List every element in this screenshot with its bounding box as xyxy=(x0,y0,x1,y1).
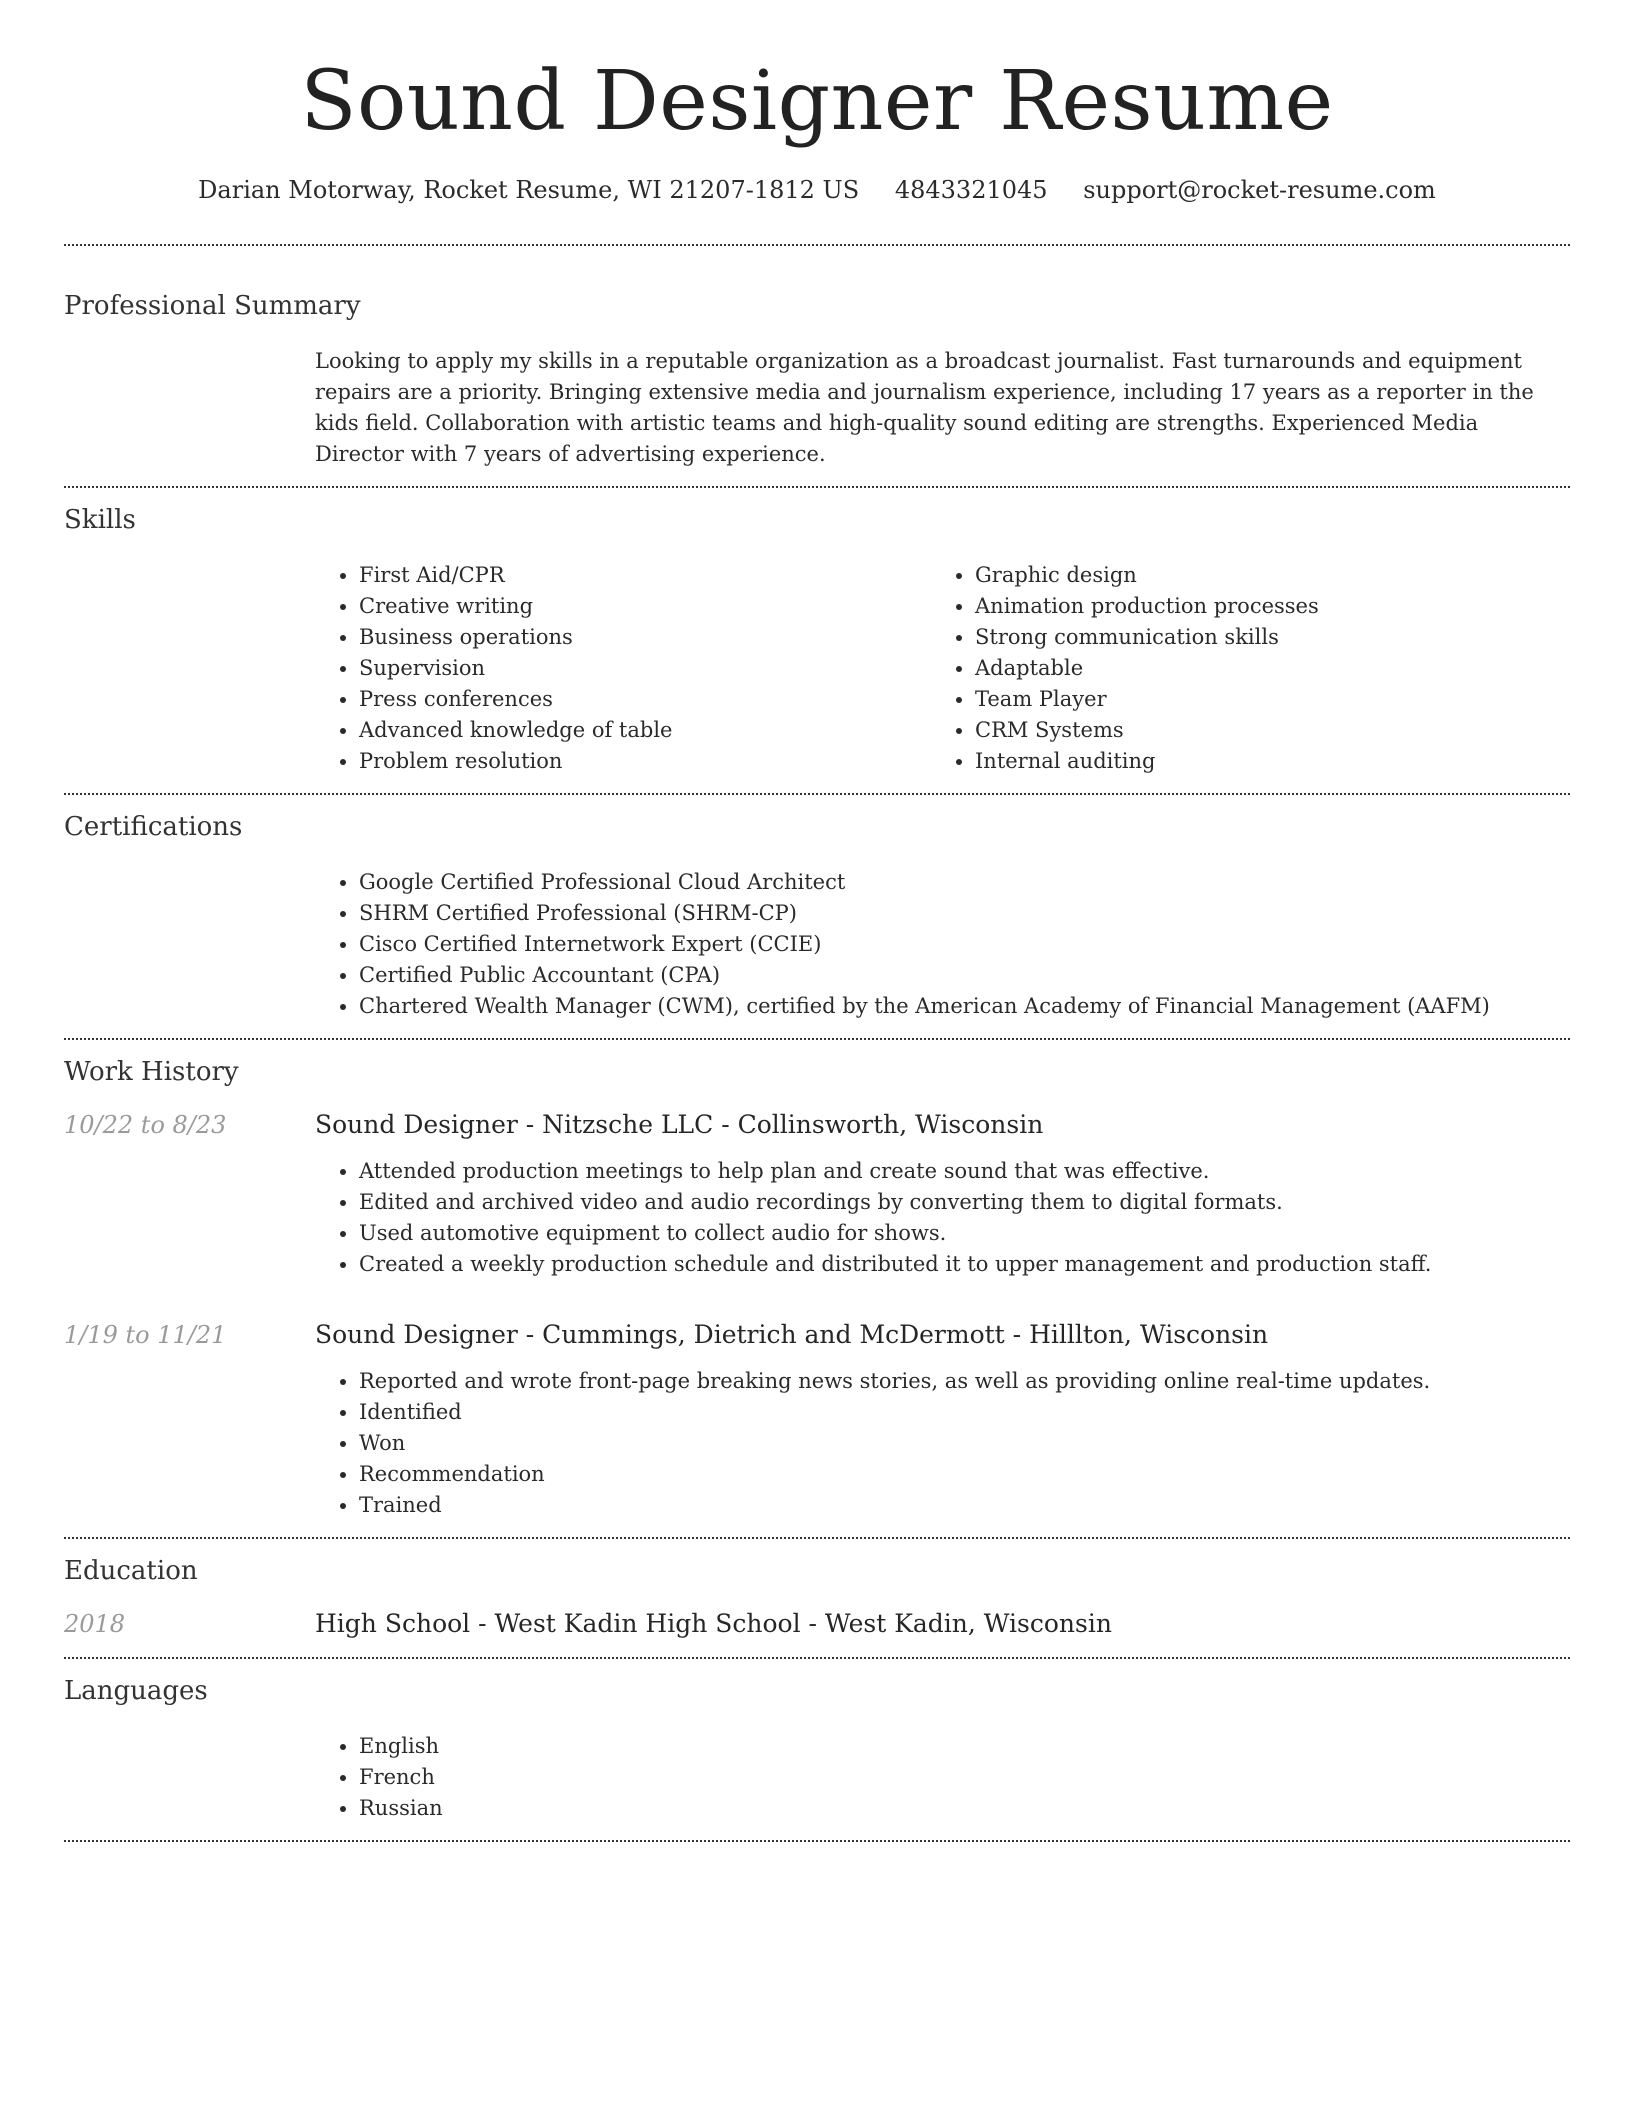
skill-item: • Supervision xyxy=(359,653,931,684)
job-bullet: • Attended production meetings to help plan and create sound that was effective. xyxy=(359,1156,1570,1187)
job-entry xyxy=(64,1108,1570,1280)
summary-section xyxy=(64,246,1570,486)
skill-item: • First Aid/CPR xyxy=(359,560,931,591)
job-bullet: • Recommendation xyxy=(359,1459,1570,1490)
resume-page xyxy=(64,0,1570,1842)
section-divider xyxy=(64,1840,1570,1842)
job-bullet: • Won xyxy=(359,1428,1570,1459)
contact-email: support@rocket-resume.com xyxy=(1083,176,1436,204)
job-bullet: • Used automotive equipment to collect audio for shows. xyxy=(359,1218,1570,1249)
skills-section xyxy=(64,488,1570,793)
contact-phone: 4843321045 xyxy=(894,176,1048,204)
skill-item: • Animation production processes xyxy=(975,591,1547,622)
skill-item: • Internal auditing xyxy=(975,746,1547,777)
work-history-title: Work History xyxy=(64,1057,239,1087)
summary-title: Professional Summary xyxy=(64,291,361,321)
certifications-title: Certifications xyxy=(64,812,243,842)
skill-item: • Business operations xyxy=(359,622,931,653)
summary-text: Looking to apply my skills in a reputable organization as a broadcast journalist. Fast turnarounds and equipment repairs are a priority. Bringing extensive media and journalism experience, including 17 years as a reporter in the kids field. Collaboration with artistic teams and high-quality sound editing are strengths. Experienced Media Director with 7 years of advertising experience. xyxy=(315,349,1534,466)
language-item: • Russian xyxy=(359,1793,1570,1824)
job-dates: 1/19 to 11/21 xyxy=(64,1321,227,1349)
certifications-section xyxy=(64,795,1570,1038)
education-entry xyxy=(64,1607,1570,1641)
skill-item: • Problem resolution xyxy=(359,746,931,777)
job-entry xyxy=(64,1318,1570,1521)
skill-item: • CRM Systems xyxy=(975,715,1547,746)
languages-section xyxy=(64,1659,1570,1840)
skill-item: • Advanced knowledge of table xyxy=(359,715,931,746)
job-dates: 10/22 to 8/23 xyxy=(64,1111,227,1139)
job-heading: Sound Designer - Cummings, Dietrich and McDermott - Hilllton, Wisconsin xyxy=(315,1320,1269,1349)
job-bullets xyxy=(315,1366,1570,1521)
language-item: • French xyxy=(359,1762,1570,1793)
skill-item: • Press conferences xyxy=(359,684,931,715)
skill-item: • Team Player xyxy=(975,684,1547,715)
skills-title: Skills xyxy=(64,505,136,535)
language-item: • English xyxy=(359,1731,1570,1762)
resume-title: Sound Designer Resume xyxy=(300,54,1334,149)
education-title: Education xyxy=(64,1556,198,1586)
contact-line xyxy=(64,174,1570,206)
job-bullet: • Edited and archived video and audio recordings by converting them to digital formats. xyxy=(359,1187,1570,1218)
skill-item: • Strong communication skills xyxy=(975,622,1547,653)
skill-item: • Graphic design xyxy=(975,560,1547,591)
skill-item: • Creative writing xyxy=(359,591,931,622)
work-history-section xyxy=(64,1040,1570,1537)
languages-title: Languages xyxy=(64,1676,208,1706)
certification-item: • Google Certified Professional Cloud Architect xyxy=(359,867,1570,898)
job-bullet: • Reported and wrote front-page breaking news stories, as well as providing online real-time updates. xyxy=(359,1366,1570,1397)
job-bullet: • Trained xyxy=(359,1490,1570,1521)
certification-item: • Cisco Certified Internetwork Expert (CCIE) xyxy=(359,929,1570,960)
certification-item: • Certified Public Accountant (CPA) xyxy=(359,960,1570,991)
job-bullet: • Identified xyxy=(359,1397,1570,1428)
education-section xyxy=(64,1539,1570,1657)
skills-list-right xyxy=(931,560,1547,777)
job-bullet: • Created a weekly production schedule and distributed it to upper management and production staff. xyxy=(359,1249,1570,1280)
certification-item: • Chartered Wealth Manager (CWM), certified by the American Academy of Financial Management (AAFM) xyxy=(359,991,1570,1022)
skills-list-left xyxy=(315,560,931,777)
education-year: 2018 xyxy=(64,1610,126,1638)
certification-item: • SHRM Certified Professional (SHRM-CP) xyxy=(359,898,1570,929)
contact-address: Darian Motorway, Rocket Resume, WI 21207-1812 US xyxy=(198,176,860,204)
certifications-list xyxy=(315,867,1570,1022)
languages-list xyxy=(315,1731,1570,1824)
education-heading: High School - West Kadin High School - West Kadin, Wisconsin xyxy=(315,1609,1112,1638)
job-bullets xyxy=(315,1156,1570,1280)
job-heading: Sound Designer - Nitzsche LLC - Collinsworth, Wisconsin xyxy=(315,1110,1044,1139)
skill-item: • Adaptable xyxy=(975,653,1547,684)
